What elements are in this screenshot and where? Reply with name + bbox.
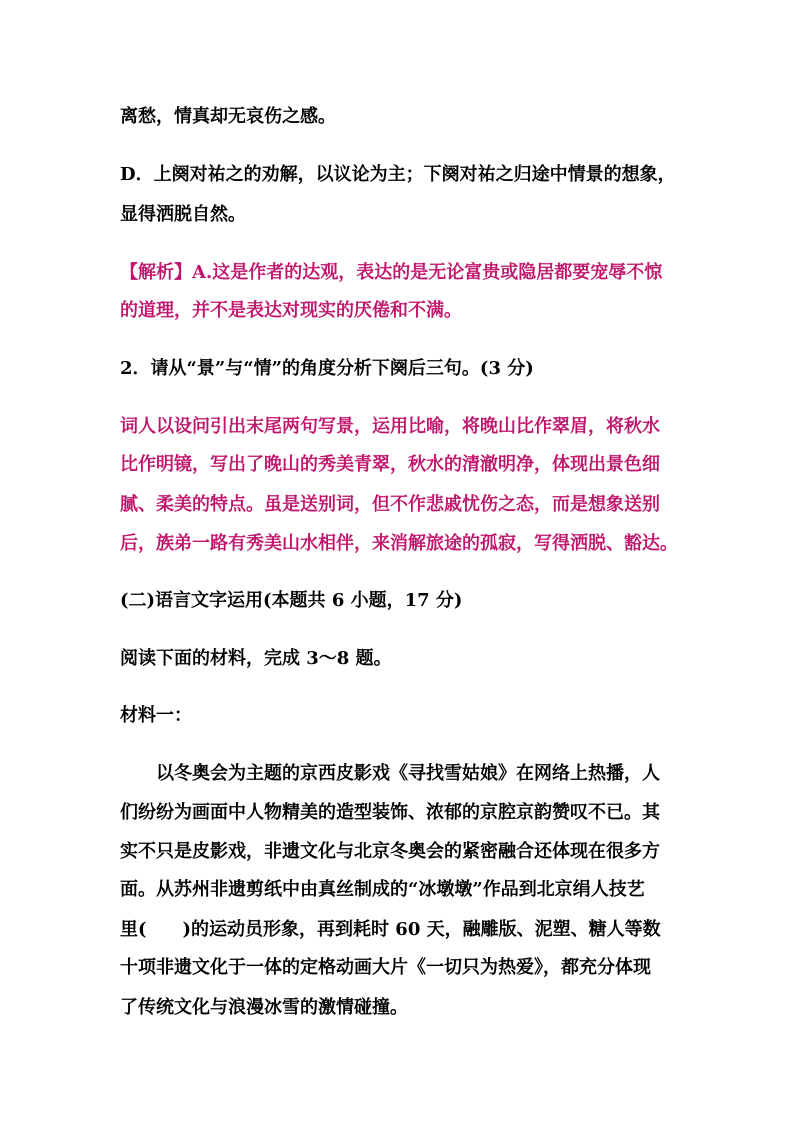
answer-line: 比作明镜，写出了晚山的秀美青翠，秋水的清澈明净，体现出景色细 [120, 454, 660, 475]
answer-line: 词人以设问引出末尾两句写景，运用比喻，将晚山比作翠眉，将秋水 [120, 416, 660, 437]
material-paragraph-line: 里( )的运动员形象，再到耗时 60 天，融雕版、泥塑、糖人等数 [120, 919, 661, 940]
material-paragraph-line: 们纷纷为画面中人物精美的造型装饰、浓郁的京腔京韵赞叹不已。其 [120, 802, 660, 823]
material-paragraph-line: 实不只是皮影戏，非遗文化与北京冬奥会的紧密融合还体现在很多方 [120, 841, 660, 862]
analysis-line: 【解析】A.这是作者的达观，表达的是无论富贵或隐居都要宠辱不惊 [120, 262, 663, 283]
answer-line: 后，族弟一路有秀美山水相伴，来消解旅途的孤寂，写得洒脱、豁达。 [120, 533, 678, 554]
instruction-line: 阅读下面的材料，完成 3～8 题。 [120, 648, 392, 669]
text-line: 离愁，情真却无哀伤之感。 [120, 106, 336, 127]
section-heading: (二)语言文字运用(本题共 6 小题，17 分) [120, 590, 463, 611]
option-d-line: D．上阕对祐之的劝解，以议论为主；下阕对祐之归途中情景的想象， [120, 164, 676, 185]
text-line: 显得洒脱自然。 [120, 204, 246, 225]
analysis-line: 的道理，并不是表达对现实的厌倦和不满。 [120, 300, 462, 321]
material-paragraph-line: 以冬奥会为主题的京西皮影戏《寻找雪姑娘》在网络上热播，人 [156, 763, 660, 784]
material-paragraph-line: 了传统文化与浪漫冰雪的激情碰撞。 [120, 997, 408, 1018]
material-paragraph-line: 面。从苏州非遗剪纸中由真丝制成的“冰墩墩”作品到北京绢人技艺 [120, 879, 645, 900]
answer-line: 腻、柔美的特点。虽是送别词，但不作悲戚忧伤之态，而是想象送别 [120, 494, 660, 515]
material-paragraph-line: 十项非遗文化于一体的定格动画大片《一切只为热爱》，都充分体现 [120, 957, 651, 978]
material-label: 材料一： [120, 705, 192, 726]
question-2-line: 2．请从“景”与“情”的角度分析下阕后三句。(3 分) [120, 358, 534, 379]
